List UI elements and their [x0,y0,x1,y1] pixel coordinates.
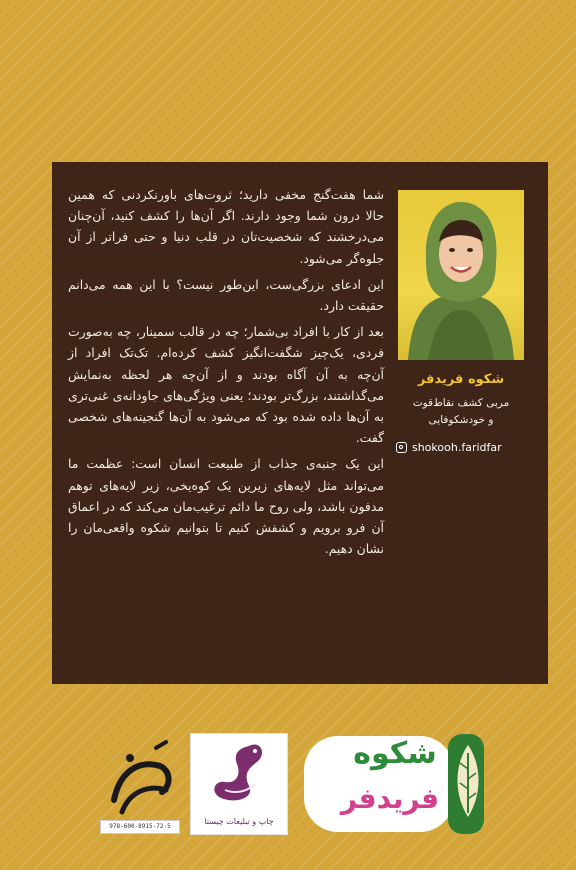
paragraph-1: شما هفت‌گنج مخفی دارید؛ ثروت‌های باورنکردنی که همین حالا درون شما وجود دارند. اگر آن‌ها را کشف کنید، آن‌چنان می‌درخشند که شخصیت‌تان در قلب دنیا و حتی فراتر از آن جلوه‌گر می‌شود. [68,187,384,266]
paragraph-4: این یک جنبه‌ی جذاب از طبیعت انسان است: عظمت ما می‌تواند مثل لایه‌های زیرین یک کوه‌یخی، زیر لایه‌های توهم مدفون باشد، ولی روح ما دائم ترغیب‌مان می‌کند که در اعماق آن فرو برویم و کشفش کنیم تا بتوانیم شکوه واقعی‌مان را نشان دهیم. [68,456,384,557]
author-role-line-2: و خودشکوفایی [428,414,494,426]
paragraph-2: این ادعای بزرگی‌ست، این‌طور نیست؟ با این همه می‌دانم حقیقت دارد. [68,276,384,314]
instagram-icon [396,442,407,453]
swan-logo-icon [191,734,289,814]
author-portrait-illustration [398,190,524,360]
author-role [392,395,530,429]
chista-caption: چاپ و تبلیغات چیستا [204,817,274,826]
instagram-handle [396,438,532,456]
author-name: شکوه فریدفر [417,372,505,387]
author-role-line-1: مربی کشف نقاط‌قوت [412,397,510,409]
isbn-barcode: 978-600-8915-72-5 [100,820,180,834]
brand-word-1: شکوه [353,736,437,771]
paragraph-3: بعد از کار با افراد بی‌شمار؛ چه در قالب سمینار، چه به‌صورت فردی، یک‌چیز شگفت‌انگیز کشف کرده‌ام. تک‌تک افراد از آن‌چه به آن آگاه بودند و از آن‌چه هر لحظه به‌نمایش می‌گذاشتند، بزرگ‌تر بودند؛ یعنی ویژگی‌های جاودانه‌ی غنی‌تری به آن‌ها داده شده بود که می‌شود به آن‌ها گنجینه‌های شخصی گفت. [68,324,384,446]
chista-printer-logo [190,733,288,835]
leaf-badge-icon [448,735,488,830]
back-cover-text [68,184,384,559]
author-photo [398,190,524,360]
brand-word-2: فریدفر [340,782,440,815]
instagram-handle-text: shokooh.faridfar [412,440,502,454]
